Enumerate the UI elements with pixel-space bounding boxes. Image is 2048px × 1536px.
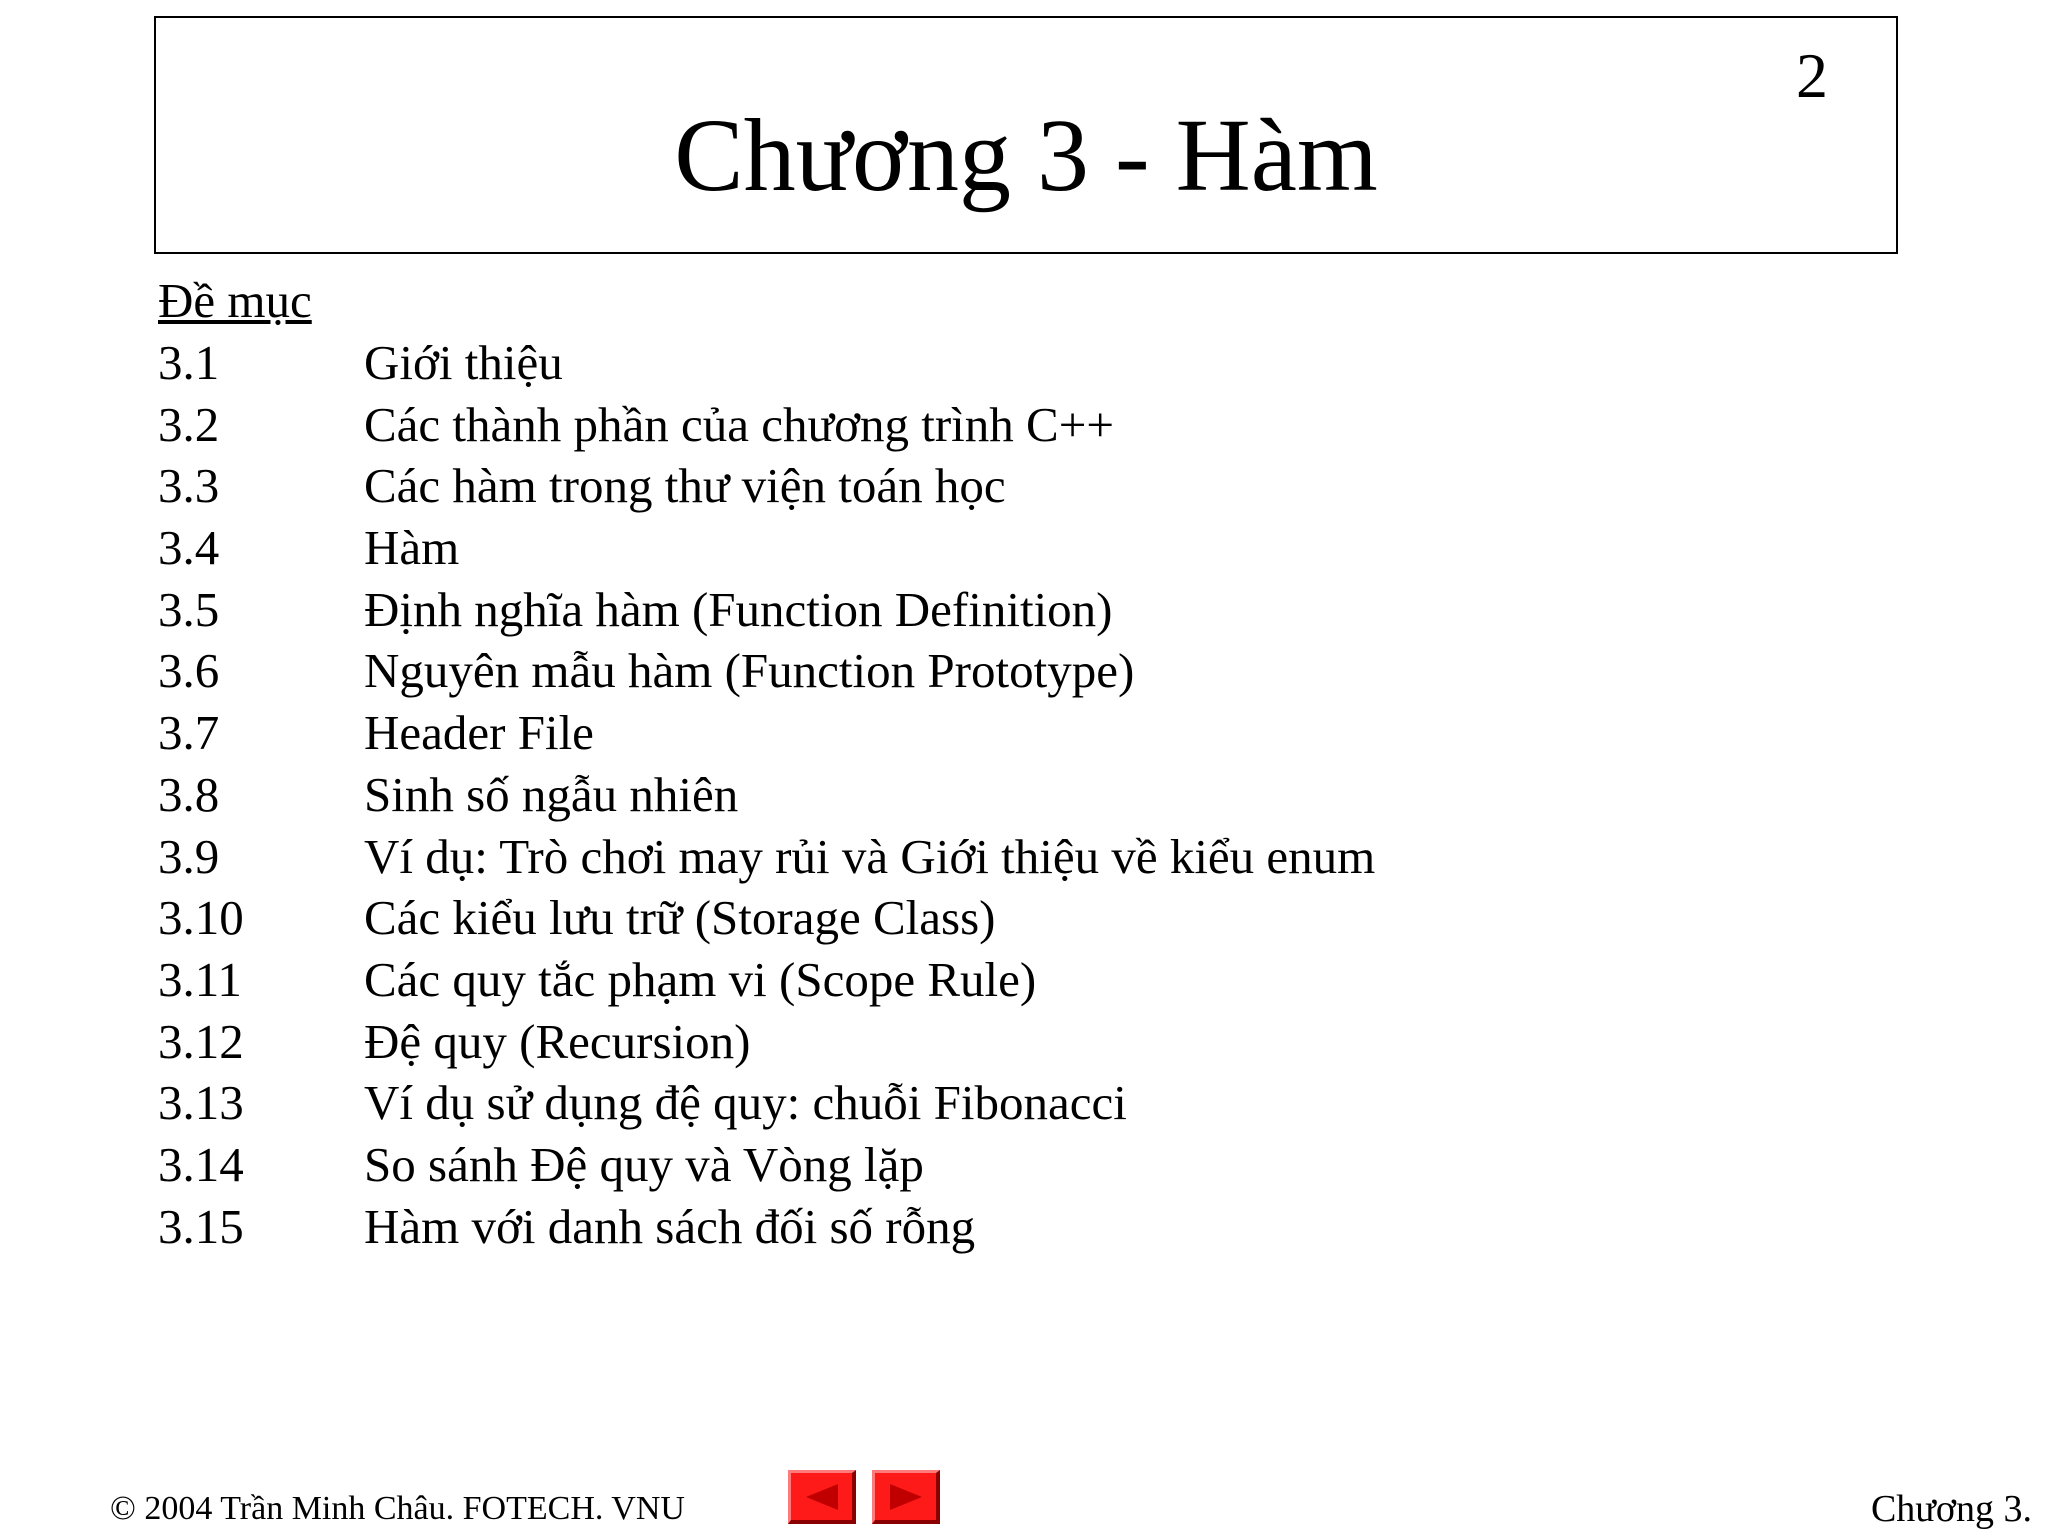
- toc-item: [158, 1196, 1858, 1258]
- toc-item-text: Giới thiệu: [364, 335, 563, 390]
- toc-item-text: Các quy tắc phạm vi (Scope Rule): [364, 951, 1037, 1007]
- toc-item-number: 3.12: [158, 1013, 244, 1069]
- toc-item-number: 3.9: [158, 828, 220, 884]
- toc-item-text: Header File: [364, 705, 594, 761]
- previous-slide-button[interactable]: [788, 1470, 856, 1524]
- toc-item: [158, 640, 1858, 702]
- toc-item: [158, 455, 1858, 517]
- slide-title: Chương 3 - Hàm: [674, 98, 1378, 213]
- toc-item: [158, 887, 1858, 949]
- triangle-right-icon: [886, 1482, 926, 1512]
- toc-list: [158, 332, 1858, 1257]
- toc-item: [158, 949, 1858, 1011]
- toc-item-number: 3.13: [158, 1075, 244, 1131]
- toc-item-text: Hàm với danh sách đối số rỗng: [364, 1198, 976, 1254]
- footer-chapter-label: Chương 3.: [1870, 1488, 2032, 1530]
- toc-item-number: 3.6: [158, 643, 220, 699]
- footer-copyright: © 2004 Trần Minh Châu. FOTECH. VNU: [110, 1490, 685, 1527]
- toc-item-number: 3.8: [158, 766, 220, 822]
- toc-item: [158, 1072, 1858, 1134]
- toc-item-number: 3.7: [158, 705, 220, 761]
- toc-item-number: 3.3: [158, 458, 220, 514]
- toc-item-text: Các thành phần của chương trình C++: [364, 396, 1115, 452]
- toc-item: [158, 826, 1858, 888]
- toc-item-text: Nguyên mẫu hàm (Function Prototype): [364, 643, 1135, 699]
- toc-item-number: 3.5: [158, 581, 220, 637]
- toc-item: [158, 517, 1858, 579]
- toc-item-text: Hàm: [364, 520, 460, 576]
- toc-item-text: Các hàm trong thư viện toán học: [364, 458, 1006, 514]
- toc-item-text: So sánh Đệ quy và Vòng lặp: [364, 1136, 924, 1192]
- toc-item: [158, 394, 1858, 456]
- toc-item-number: 3.10: [158, 890, 244, 946]
- toc-item: [158, 1011, 1858, 1073]
- toc-item-text: Ví dụ: Trò chơi may rủi và Giới thiệu về kiểu enum: [364, 828, 1376, 884]
- toc-item-number: 3.2: [158, 396, 220, 452]
- title-box: [154, 16, 1898, 254]
- toc-item: [158, 332, 1858, 394]
- toc-item-text: Sinh số ngẫu nhiên: [364, 766, 739, 822]
- toc-item-number: 3.1: [158, 335, 220, 390]
- toc-item-number: 3.15: [158, 1198, 244, 1254]
- toc-item: [158, 702, 1858, 764]
- table-of-contents: [158, 270, 1858, 1257]
- toc-item-number: 3.14: [158, 1136, 244, 1192]
- toc-item: [158, 579, 1858, 641]
- next-slide-button[interactable]: [872, 1470, 940, 1524]
- page-number: 2: [1796, 40, 1828, 111]
- toc-heading: Đề mục: [158, 273, 312, 328]
- toc-item-number: 3.4: [158, 520, 220, 576]
- toc-item-text: Đệ quy (Recursion): [364, 1013, 751, 1069]
- toc-item-text: Định nghĩa hàm (Function Definition): [364, 581, 1113, 637]
- toc-item: [158, 1134, 1858, 1196]
- triangle-left-icon: [802, 1482, 842, 1512]
- toc-item-number: 3.11: [158, 951, 242, 1007]
- toc-item: [158, 764, 1858, 826]
- toc-item-text: Ví dụ sử dụng đệ quy: chuỗi Fibonacci: [364, 1075, 1127, 1131]
- toc-item-text: Các kiểu lưu trữ (Storage Class): [364, 890, 996, 946]
